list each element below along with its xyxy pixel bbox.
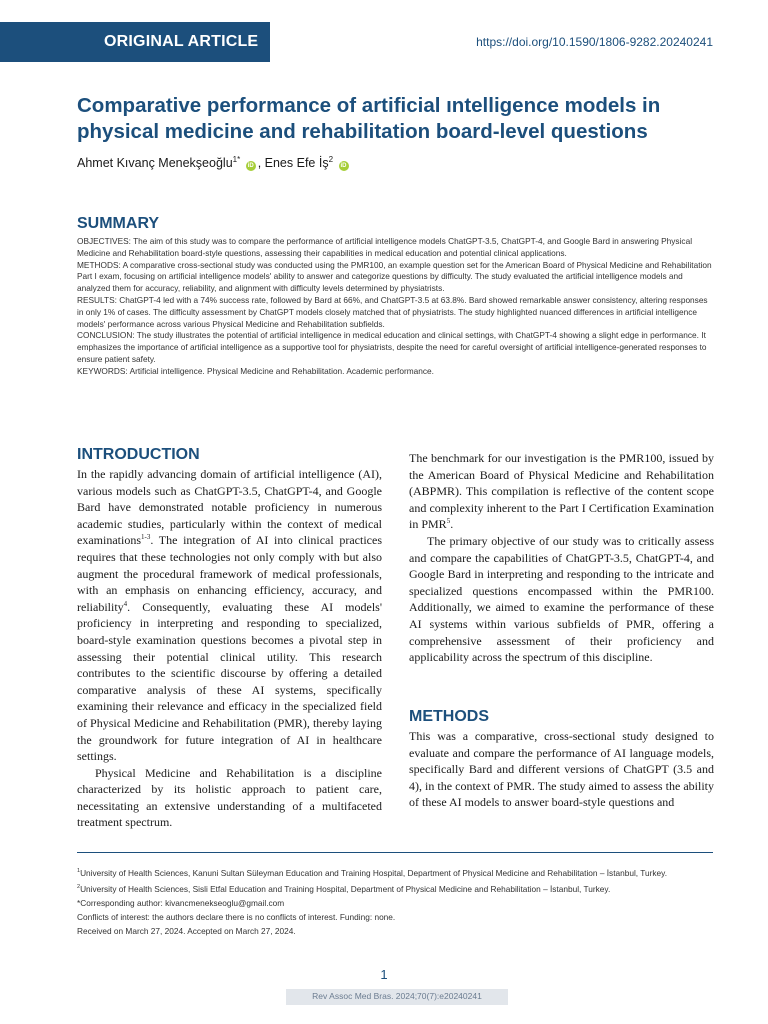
citation-marker[interactable]: 4	[123, 599, 128, 608]
footnote-marker: 1	[77, 868, 81, 874]
methods-heading: METHODS	[409, 708, 489, 725]
footnote-text: University of Health Sciences, Sisli Etfal Education and Training Hospital, Department of Physical Medicine and Rehabilitation – İstanbul, Turkey.	[80, 883, 611, 894]
body-text: The benchmark for our investigation is the PMR100, issued by the American Board of Physical Medicine and Rehabilitation (ABPMR). This compilation is reflective of the content scope and complexity inherent to the Part I Certification Examination in PMR	[409, 451, 714, 532]
author-name: Ahmet Kıvanç Menekşeoğlu	[77, 156, 233, 171]
summary-results	[77, 295, 715, 330]
body-text: In the rapidly advancing domain of artificial intelligence (AI), various models such as ChatGPT-3.5, ChatGPT-4, and Google Bard have demonstrated notable proficiency in numerous academic studies, particularly within the context of medical examinations	[77, 467, 382, 548]
summary-text: Artificial intelligence. Physical Medicine and Rehabilitation. Academic performance.	[127, 365, 434, 376]
summary-text: The aim of this study was to compare the performance of artificial intelligence models ChatGPT-3.5, ChatGPT-4, and Google Bard in answering Physical Medicine and Rehabilitation board-style questions, assessing their capabilities in medical education and potential clinical applications.	[77, 236, 693, 258]
footnote-text: University of Health Sciences, Kanuni Sultan Süleyman Education and Training Hospital, Department of Physical Medicine and Rehabilitation – İstanbul, Turkey.	[80, 867, 668, 878]
corresponding-author: *Corresponding author: kivancmenekseoglu@gmail.com	[77, 897, 285, 908]
summary-text: The study illustrates the potential of artificial intelligence in medical education and clinical settings, with ChatGPT-4 showing a slight edge in performance. It emphasizes the importance of artificial intelligence as a supportive tool for physiatrists, despite the need for careful oversight of artificial intelligence-generated responses to ensure patient safety.	[77, 330, 707, 364]
summary-abstract	[77, 236, 715, 378]
orcid-icon[interactable]: iD	[247, 163, 254, 170]
citation-marker[interactable]: 1-3	[140, 533, 151, 542]
author-list	[77, 155, 351, 171]
footnotes	[77, 864, 713, 938]
methods-column	[409, 728, 714, 811]
summary-conclusion	[77, 330, 715, 365]
body-text: . The integration of AI into clinical practices requires that these technologies not only comply with but also augment the procedural framework of medical professionals, with an emphasis on enhancing efficiency, accuracy, and reliability	[77, 533, 382, 614]
summary-heading: SUMMARY	[77, 215, 160, 232]
summary-text: ChatGPT-4 led with a 74% success rate, followed by Bard at 66%, and ChatGPT-3.5 at 63.8%. Bard showed remarkable answer consistency, altering responses in only 1% of cases. The difficulty assessment by ChatGPT models closely matched that of physiatrists. The study highlighted nuanced differences in artificial intelligence models' performance across various Physical Medicine and Rehabilitation subfields.	[77, 294, 708, 329]
body-text: . Consequently, evaluating these AI models' proficiency in interpreting and responding to specialized, board-style examination questions becomes a pivotal step in assessing their potential clinical utility. This research contributes to the scientific discourse by offering a detailed comparative analysis of these AI systems, specifically examining their relevance and efficacy in the specialized field of Physical Medicine and Rehabilitation (PMR), thereby laying the groundwork for future integration of AI in healthcare settings.	[77, 599, 382, 764]
body-paragraph: Physical Medicine and Rehabilitation is a discipline characterized by its holistic approach to patient care, necessitating an extensive understanding of a multifaceted treatment spectrum.	[77, 765, 382, 830]
received-date: Received on March 27, 2024. Accepted on March 27, 2024.	[77, 925, 296, 936]
body-paragraph	[77, 466, 382, 765]
affiliation-footnote	[77, 880, 713, 896]
orcid-icon[interactable]: iD	[340, 163, 347, 170]
footnote-divider	[77, 852, 713, 853]
journal-citation: Rev Assoc Med Bras. 2024;70(7):e20240241	[312, 991, 482, 1001]
page-number: 1	[380, 967, 388, 982]
summary-methods	[77, 260, 715, 295]
footnote-marker: 2	[77, 883, 81, 890]
author-affiliation-marker: 2	[328, 155, 334, 164]
author-name: Enes Efe İş	[264, 156, 329, 171]
body-paragraph: The primary objective of our study was to critically assess and compare the capabilities of ChatGPT-3.5, ChatGPT-4, and Google Bard in interpreting and responding to the intricate and specialized questions encompassed within the PMR100. Additionally, we aimed to examine the performance of these AI systems within various subfields of PMR, offering a comprehensive assessment of their proficiency and applicability across the spectrum of this discipline.	[409, 533, 714, 665]
body-paragraph	[409, 450, 714, 533]
body-paragraph: This was a comparative, cross-sectional study designed to evaluate and compare the performance of AI language models, specifically Bard and different versions of ChatGPT (3.5 and 4), in the context of PMR. The study aimed to assess the ability of these AI models to answer board-style questions and	[409, 729, 714, 810]
introduction-heading: INTRODUCTION	[77, 446, 200, 463]
summary-text: A comparative cross-sectional study was conducted using the PMR100, an example question set for the American Board of Physical Medicine and Rehabilitation Part I exam, focusing on artificial intelligence models' ability to answer and categorize questions by difficulty. The study evaluated the artificial intelligence models and analyzed them for accuracy, reliability, and alignment with difficulty levels determined by physiatrists.	[77, 259, 712, 294]
doi-link[interactable]: https://doi.org/10.1590/1806-9282.20240241	[476, 35, 713, 49]
right-column	[409, 450, 714, 666]
summary-keywords	[77, 366, 715, 378]
summary-label: CONCLUSION:	[77, 330, 135, 341]
body-text: .	[450, 517, 454, 532]
summary-label: KEYWORDS:	[77, 365, 128, 376]
summary-label: OBJECTIVES:	[77, 236, 131, 246]
article-title: Comparative performance of artificial ıntelligence models in physical medicine and rehabilitation board-level questions	[77, 94, 661, 143]
conflicts-of-interest: Conflicts of interest: the authors declare there is no conflicts of interest. Funding: none.	[77, 911, 396, 922]
author-separator: ,	[257, 156, 265, 171]
article-type-label: ORIGINAL ARTICLE	[104, 33, 259, 50]
affiliation-footnote	[77, 864, 713, 880]
author-affiliation-marker: 1*	[232, 155, 241, 164]
left-column	[77, 466, 382, 831]
citation-marker[interactable]: 5	[446, 517, 451, 526]
summary-objectives	[77, 236, 715, 260]
summary-label: METHODS:	[77, 259, 121, 270]
summary-label: RESULTS:	[77, 294, 117, 305]
